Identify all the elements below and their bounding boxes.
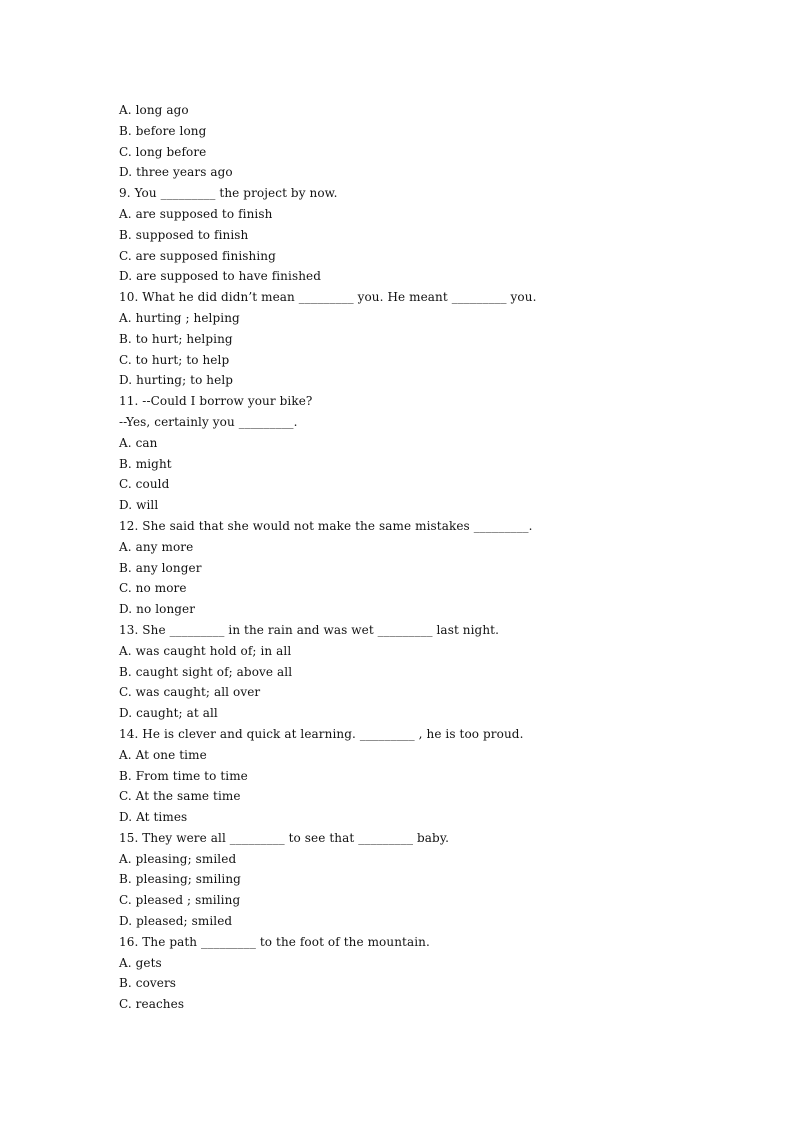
question-11: 11. --Could I borrow your bike?	[119, 394, 313, 409]
option-line: A. can	[119, 435, 158, 450]
option-line: B. to hurt; helping	[119, 331, 233, 346]
option-line: A. long ago	[119, 103, 189, 117]
option-line: D. At times	[119, 810, 188, 825]
option-line: B. caught sight of; above all	[119, 664, 293, 679]
option-line: A. was caught hold of; in all	[119, 643, 292, 658]
option-line: C. no more	[119, 581, 187, 596]
option-line: C. could	[119, 477, 170, 492]
option-line: D. no longer	[119, 602, 196, 617]
option-line: C. to hurt; to help	[119, 352, 230, 367]
option-line: A. hurting ; helping	[119, 310, 240, 325]
option-line: A. gets	[119, 955, 162, 970]
question-12: 12. She said that she would not make the same mistakes _________.	[119, 518, 533, 533]
option-line: B. pleasing; smiling	[119, 872, 241, 887]
option-line: C. was caught; all over	[119, 685, 261, 700]
option-line: C. reaches	[119, 997, 185, 1012]
option-line: D. hurting; to help	[119, 373, 234, 388]
option-line: D. are supposed to have finished	[119, 269, 322, 284]
question-13: 13. She _________ in the rain and was wet _________ last night.	[119, 622, 499, 637]
question-9: 9. You _________ the project by now.	[119, 186, 338, 201]
document-page	[119, 100, 719, 1015]
question-15: 15. They were all _________ to see that _________ baby.	[119, 830, 450, 845]
option-line: B. supposed to finish	[119, 227, 249, 242]
option-line: B. before long	[119, 123, 207, 138]
option-line: D. caught; at all	[119, 706, 218, 721]
option-line: D. three years ago	[119, 165, 233, 180]
option-line: B. From time to time	[119, 768, 248, 783]
question-16: 16. The path _________ to the foot of the mountain.	[119, 934, 430, 949]
question-11-reply: --Yes, certainly you _________.	[119, 414, 298, 429]
option-line: A. At one time	[119, 747, 207, 762]
option-line: B. covers	[119, 976, 177, 991]
question-10: 10. What he did didn’t mean _________ you. He meant _________ you.	[119, 290, 537, 305]
option-line: D. will	[119, 498, 159, 513]
option-line: A. any more	[119, 539, 194, 554]
option-line: C. long before	[119, 144, 207, 159]
option-line: A. pleasing; smiled	[119, 851, 237, 866]
option-line: A. are supposed to finish	[119, 206, 273, 221]
option-line: C. are supposed finishing	[119, 248, 276, 263]
option-line: C. At the same time	[119, 789, 241, 804]
option-line: B. any longer	[119, 560, 202, 575]
option-line: B. might	[119, 456, 172, 471]
option-line: C. pleased ; smiling	[119, 893, 241, 908]
option-line: D. pleased; smiled	[119, 914, 233, 929]
question-14: 14. He is clever and quick at learning. _________ , he is too proud.	[119, 726, 524, 741]
